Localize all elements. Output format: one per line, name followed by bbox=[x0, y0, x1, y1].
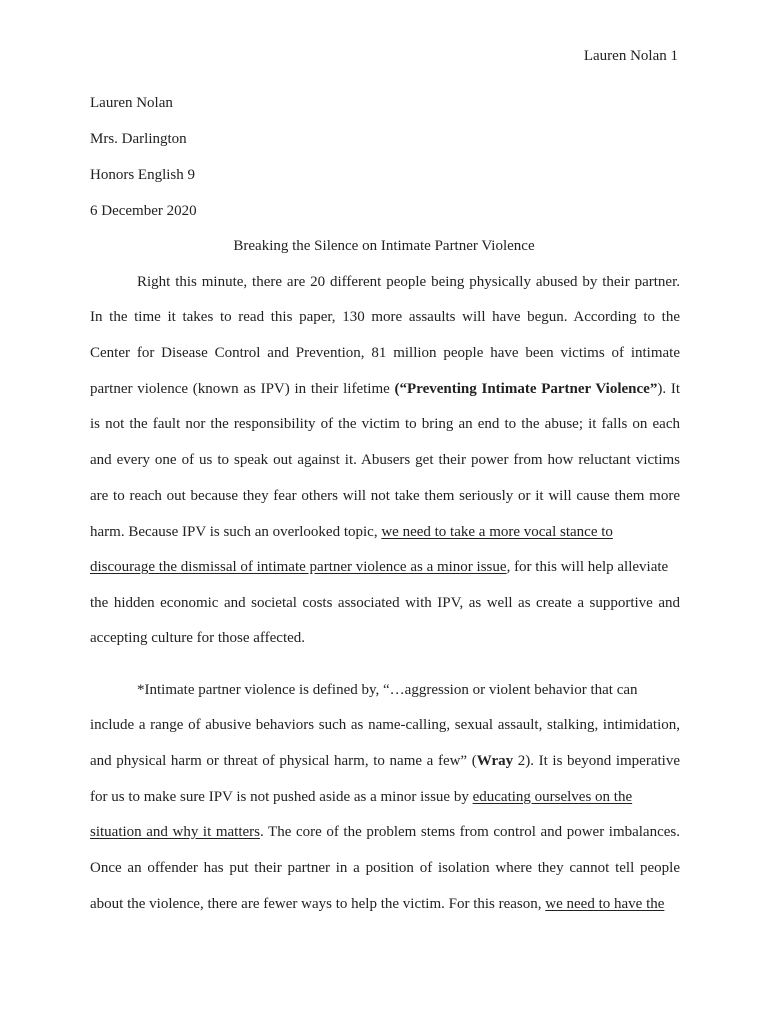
course-name: Honors English 9 bbox=[90, 167, 195, 183]
paragraph-1-line-11: accepting culture for those affected. bbox=[90, 630, 306, 646]
citation-bold: Wray bbox=[476, 753, 514, 769]
paragraph-1-line-4 bbox=[90, 379, 680, 399]
text-run: 2). It is beyond imperative bbox=[513, 753, 680, 769]
paragraph-1-line-7: are to reach out because they fear others will not take them seriously or it will cause them more bbox=[90, 488, 680, 504]
paragraph-2-line-2: include a range of abusive behaviors such as name-calling, sexual assault, stalking, intimidation, bbox=[90, 717, 680, 733]
text-run: partner violence (known as IPV) in their lifetime bbox=[90, 381, 395, 397]
paragraph-2-line-4 bbox=[90, 787, 680, 807]
paragraph-1-line-3: Center for Disease Control and Prevention, 81 million people have been victims of intimate bbox=[90, 345, 680, 361]
text-run: about the violence, there are fewer ways to help the victim. For this reason, bbox=[90, 896, 546, 912]
text-run: , for this will help alleviate bbox=[506, 559, 669, 575]
paragraph-2-line-6: Once an offender has put their partner in a position of isolation where they cannot tell people bbox=[90, 860, 680, 876]
paragraph-1-line-1: Right this minute, there are 20 different people being physically abused by their partner. bbox=[137, 274, 680, 290]
paragraph-1-line-6: and every one of us to speak out against it. Abusers get their power from how reluctant victims bbox=[90, 452, 680, 468]
paragraph-1-line-5: is not the fault nor the responsibility of the victim to bring an end to the abuse; it falls on each bbox=[90, 416, 680, 432]
paragraph-1-line-10: the hidden economic and societal costs associated with IPV, as well as create a supportive and bbox=[90, 595, 680, 611]
paragraph-2-line-5 bbox=[90, 822, 680, 842]
text-run: for us to make sure IPV is not pushed aside as a minor issue by bbox=[90, 789, 473, 805]
claim-underlined: situation and why it matters bbox=[90, 824, 260, 840]
paragraph-2-line-3 bbox=[90, 751, 680, 771]
paragraph-2-line-7 bbox=[90, 894, 680, 914]
essay-date: 6 December 2020 bbox=[90, 203, 197, 219]
text-run: . The core of the problem stems from control and power imbalances. bbox=[259, 824, 680, 840]
paragraph-1-line-2: In the time it takes to read this paper, 130 more assaults will have begun. According to the bbox=[90, 309, 680, 325]
author-name: Lauren Nolan bbox=[90, 95, 173, 111]
thesis-underlined: we need to take a more vocal stance to bbox=[381, 524, 613, 540]
running-head: Lauren Nolan 1 bbox=[583, 48, 678, 64]
paragraph-1-line-8 bbox=[90, 522, 680, 542]
text-run: ). It bbox=[657, 381, 680, 397]
thesis-underlined: discourage the dismissal of intimate partner violence as a minor issue bbox=[90, 559, 507, 575]
instructor-name: Mrs. Darlington bbox=[90, 131, 187, 147]
claim-underlined: we need to have the bbox=[545, 896, 665, 912]
citation-bold: (“Preventing Intimate Partner Violence” bbox=[394, 381, 658, 397]
essay-title: Breaking the Silence on Intimate Partner Violence bbox=[233, 238, 535, 254]
text-run: harm. Because IPV is such an overlooked topic, bbox=[90, 524, 382, 540]
claim-underlined: educating ourselves on the bbox=[472, 789, 633, 805]
paragraph-1-line-9 bbox=[90, 557, 680, 577]
text-run: and physical harm or threat of physical harm, to name a few” ( bbox=[90, 753, 477, 769]
paragraph-2-line-1: *Intimate partner violence is defined by, “…aggression or violent behavior that can bbox=[137, 682, 638, 698]
